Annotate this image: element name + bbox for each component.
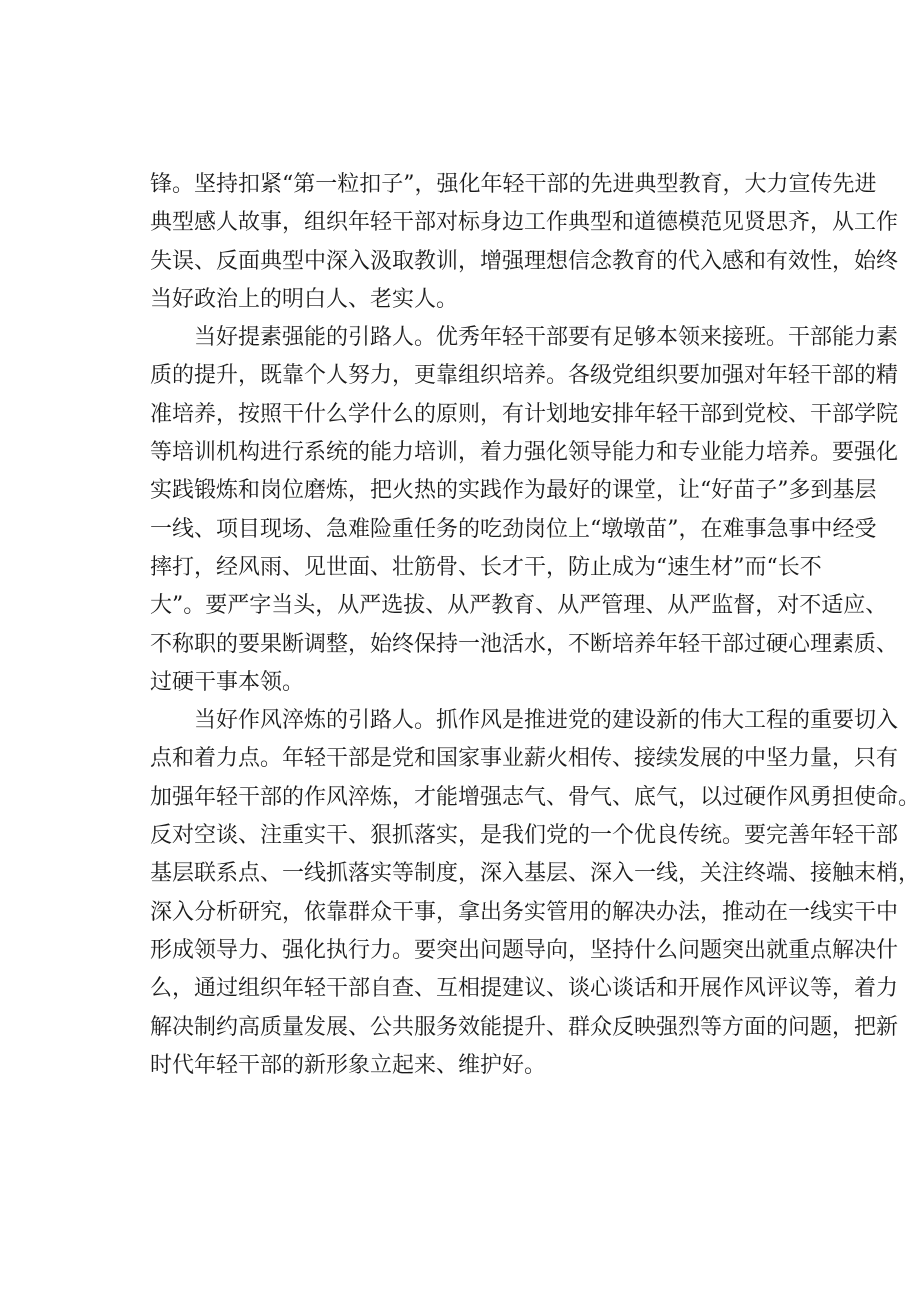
text-line: 当好政治上的明白人、老实人。 <box>150 286 459 312</box>
text-line: 形成领导力、强化执行力。要突出问题导向，坚持什么问题突出就重点解决什 <box>150 937 899 963</box>
text-line: 锋。坚持扣紧“第一粒扣子”，强化年轻干部的先进典型教育，大力宣传先进 <box>150 172 877 197</box>
text-line: 么，通过组织年轻干部自查、互相提建议、谈心谈话和开展作风评议等，着力 <box>150 976 899 1002</box>
text-line: 等培训机构进行系统的能力培训，着力强化领导能力和专业能力培养。要强化 <box>150 440 899 466</box>
text-line: 失误、反面典型中深入汲取教训，增强理想信念教育的代入感和有效性，始终 <box>150 248 899 274</box>
text-line: 一线、项目现场、急难险重任务的吃劲岗位上“墩墩苗”，在难事急事中经受 <box>150 516 877 542</box>
text-line: 当好提素强能的引路人。优秀年轻干部要有足够本领来接班。干部能力素 <box>194 325 899 351</box>
text-line: 实践锻炼和岗位磨炼，把火热的实践作为最好的课堂，让“好苗子”多到基层 <box>150 478 877 504</box>
text-line: 过硬干事本领。 <box>150 669 305 695</box>
text-line: 解决制约高质量发展、公共服务效能提升、群众反映强烈等方面的问题，把新 <box>150 1014 899 1040</box>
text-line: 点和着力点。年轻干部是党和国家事业薪火相传、接续发展的中坚力量，只有 <box>150 746 899 772</box>
paragraph-2 <box>150 319 899 702</box>
paragraph-3 <box>150 702 920 1085</box>
text-line: 准培养，按照干什么学什么的原则，有计划地安排年轻干部到党校、干部学院 <box>150 401 899 427</box>
text-line: 当好作风淬炼的引路人。抓作风是推进党的建设新的伟大工程的重要切入 <box>194 708 899 734</box>
text-line: 不称职的要果断调整，始终保持一池活水，不断培养年轻干部过硬心理素质、 <box>150 631 899 657</box>
text-line: 大”。要严字当头，从严选拔、从严教育、从严管理、从严监督，对不适应、 <box>150 593 888 619</box>
text-line: 加强年轻干部的作风淬炼，才能增强志气、骨气、底气，以过硬作风勇担使命。 <box>150 784 920 810</box>
paragraph-1 <box>150 166 899 319</box>
text-line: 典型感人故事，组织年轻干部对标身边工作典型和道德模范见贤思齐，从工作 <box>150 210 899 236</box>
text-line: 质的提升，既靠个人努力，更靠组织培养。各级党组织要加强对年轻干部的精 <box>150 363 899 389</box>
text-line: 深入分析研究，依靠群众干事，拿出务实管用的解决办法，推动在一线实干中 <box>150 899 899 925</box>
text-line: 摔打，经风雨、见世面、壮筋骨、长才干，防止成为“速生材”而“长不 <box>150 554 822 580</box>
text-line: 基层联系点、一线抓落实等制度，深入基层、深入一线，关注终端、接触末梢， <box>150 861 920 887</box>
article-body <box>150 166 920 1085</box>
text-line: 反对空谈、注重实干、狠抓落实，是我们党的一个优良传统。要完善年轻干部 <box>150 823 899 849</box>
text-line: 时代年轻干部的新形象立起来、维护好。 <box>150 1052 547 1078</box>
